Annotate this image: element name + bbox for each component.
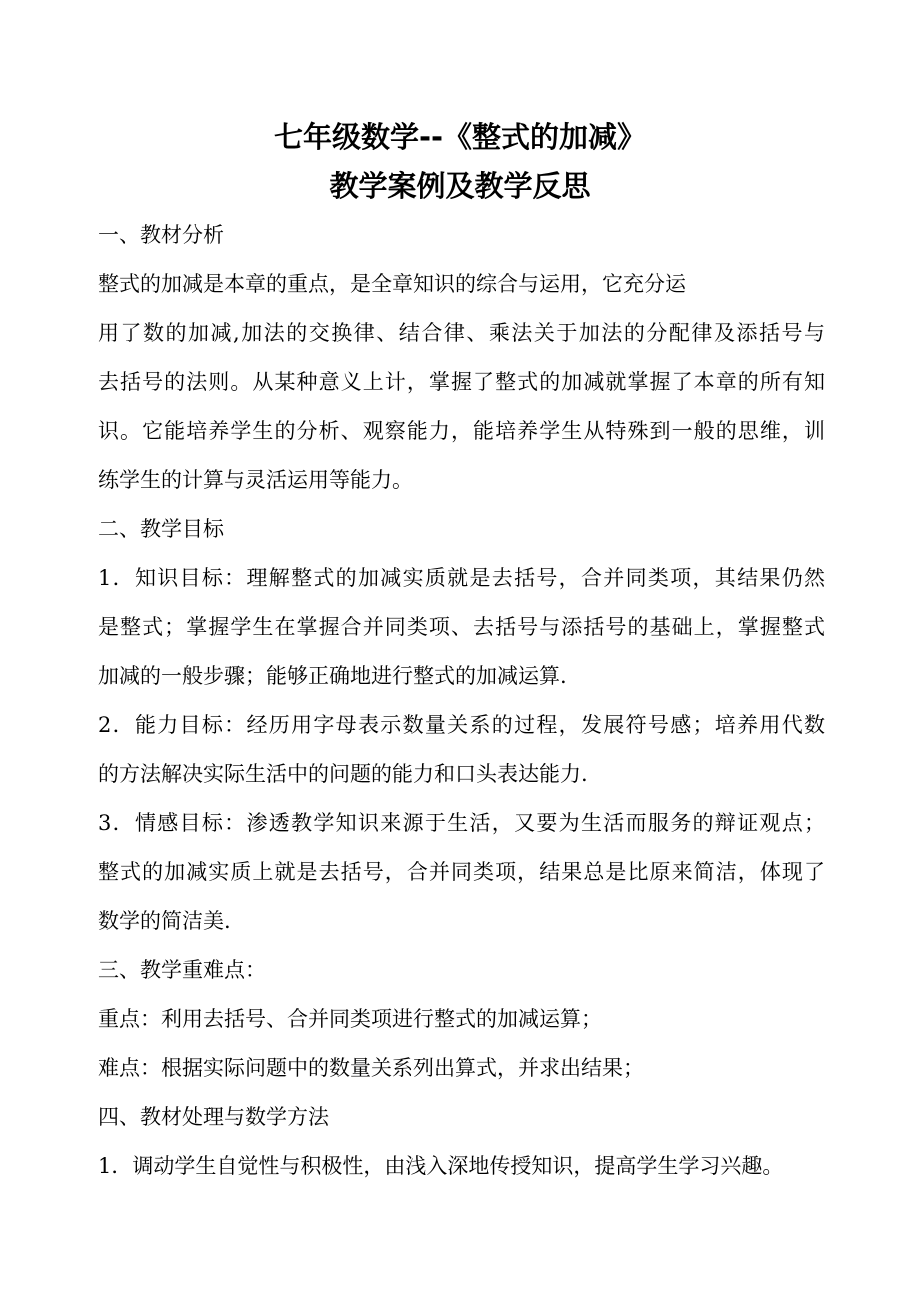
paragraph-line: 去括号的法则。从某种意义上计，掌握了整式的加减就掌握了本章的所有知 <box>98 370 825 394</box>
paragraph-line: 的方法解决实际生活中的问题的能力和口头表达能力. <box>98 762 588 786</box>
paragraph-line: 数学的简洁美. <box>98 909 231 933</box>
document-subtitle: 教学案例及教学反思 <box>329 169 591 203</box>
paragraph-line: 重点：利用去括号、合并同类项进行整式的加减运算； <box>98 1007 602 1031</box>
paragraph-line: 难点：根据实际问题中的数量关系列出算式，并求出结果； <box>98 1056 644 1080</box>
section-heading-2: 二、教学目标 <box>98 517 224 541</box>
paragraph-line: 3．情感目标：渗透教学知识来源于生活，又要为生活而服务的辩证观点； <box>98 811 825 835</box>
paragraph-line: 整式的加减实质上就是去括号，合并同类项，结果总是比原来简洁，体现了 <box>98 860 825 884</box>
paragraph-line: 识。它能培养学生的分析、观察能力，能培养学生从特殊到一般的思维，训 <box>98 419 825 443</box>
section-heading-3: 三、教学重难点： <box>98 958 266 982</box>
document-title: 七年级数学--《整式的加减》 <box>273 120 647 154</box>
paragraph-line: 加减的一般步骤；能够正确地进行整式的加减运算. <box>98 664 567 688</box>
paragraph-line: 1．知识目标：理解整式的加减实质就是去括号，合并同类项，其结果仍然 <box>98 566 825 590</box>
paragraph-line: 用了数的加减,加法的交换律、结合律、乘法关于加法的分配律及添括号与 <box>98 321 825 345</box>
section-heading-1: 一、教材分析 <box>98 223 224 247</box>
paragraph-line: 练学生的计算与灵活运用等能力。 <box>98 468 413 492</box>
paragraph-line: 是整式；掌握学生在掌握合并同类项、去括号与添括号的基础上，掌握整式 <box>98 615 825 639</box>
paragraph-line: 2．能力目标：经历用字母表示数量关系的过程，发展符号感；培养用代数 <box>98 713 825 737</box>
section-heading-4: 四、教材处理与数学方法 <box>98 1105 329 1129</box>
paragraph-line: 整式的加减是本章的重点，是全章知识的综合与运用，它充分运 <box>98 272 686 296</box>
paragraph-line: 1．调动学生自觉性与积极性，由浅入深地传授知识，提高学生学习兴趣。 <box>98 1154 784 1178</box>
